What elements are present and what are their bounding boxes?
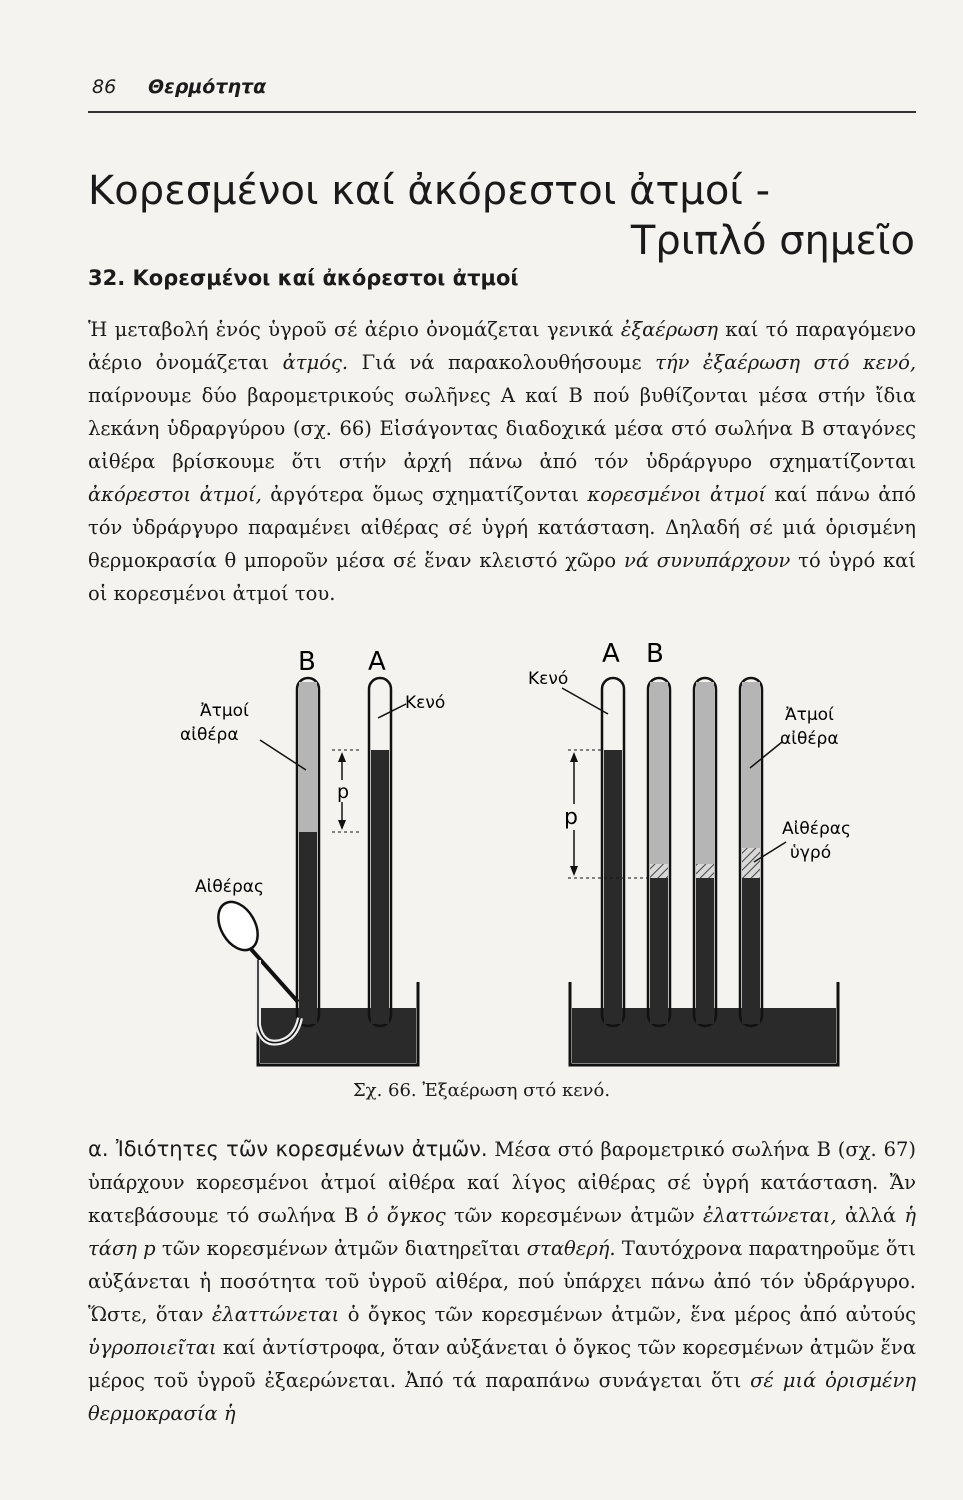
tube-b1-liquid: [650, 864, 668, 878]
p-arrowhead-down-left: [338, 820, 346, 830]
tube-a-mercury-left: [371, 750, 389, 1024]
running-head: Θερμότητα: [148, 76, 267, 98]
tube-b3-mercury: [742, 878, 760, 1024]
p-arrowhead-up-right: [570, 752, 578, 762]
tube-b-vapor-left: [299, 682, 317, 832]
tube-b-mercury-left: [299, 832, 317, 1024]
left-mercury-basin: [260, 1008, 416, 1063]
page-number: 86: [92, 76, 117, 98]
label-b-right: Β: [646, 639, 664, 669]
label-liquid2-right: ὑγρό: [790, 843, 832, 863]
p-arrowhead-down-right: [570, 866, 578, 876]
header-rule: [88, 111, 916, 113]
paragraph-intro: Ἡ μεταβολή ἑνός ὑγροῦ σέ ἀέριο ὀνομάζεται γενικά ἐξαέρωση καί τό παραγόμενο ἀέριο ὀνομάζεται ἀτμός. Γιά νά παρακολουθήσουμε τήν ἐξαέρωση στό κενό, παίρνουμε δύο βαρομετρικούς σωλῆνες Α καί Β πού βυθίζονται μέσα στήν ἴδια λεκάνη ὑδραργύρου (σχ. 66) Εἰσάγοντας διαδοχικά μέσα στό σωλήνα Β σταγόνες αἰθέρα βρίσκουμε ὅτι στήν ἀρχή πάνω ἀπό τόν ὑδράργυρο σχηματίζονται ἀκόρεστοι ἀτμοί, ἀργότερα ὅμως σχηματίζονται κορεσμένοι ἀτμοί καί πάνω ἀπό τόν ὑδράργυρο παραμένει αἰθέρας σέ ὑγρή κατάσταση. Δηλαδή σέ μιά ὁρισμένη θερμοκρασία θ μποροῦν μέσα σέ ἕναν κλειστό χῶρο νά συνυπάρχουν τό ὑγρό καί οἱ κορεσμένοι ἀτμοί του.: [88, 318, 917, 605]
label-ether-left: Αἰθέρας: [195, 877, 264, 897]
figure-66: [150, 630, 890, 1070]
tube-b2-liquid: [696, 864, 714, 878]
label-liquid1-right: Αἰθέρας: [782, 819, 851, 839]
label-b-left: Β: [298, 647, 316, 677]
tube-b1-mercury: [650, 878, 668, 1024]
chapter-title-line2: Τριπλό σημεῖο: [630, 218, 915, 264]
label-vapor2-right: αἰθέρα: [780, 729, 839, 749]
chapter-title-line1: Κορεσμένοι καί ἀκόρεστοι ἀτμοί -: [88, 168, 771, 214]
label-a-right: Α: [602, 639, 620, 669]
tube-b3-liquid: [742, 848, 760, 878]
right-apparatus: [528, 639, 851, 1065]
tube-b2-vapor: [696, 682, 714, 864]
left-apparatus: [180, 647, 445, 1065]
label-p-left-visible: p: [337, 781, 350, 803]
label-vacuum-right: Κενό: [528, 669, 569, 689]
label-vapor1-left: Ἀτμοί: [200, 701, 249, 721]
label-vacuum-left: Κενό: [405, 693, 446, 713]
p-arrowhead-up-left: [338, 752, 346, 762]
figure-caption: Σχ. 66. Ἐξαέρωση στό κενό.: [352, 1080, 611, 1101]
tube-a-mercury-right: [604, 750, 622, 1024]
paragraph-properties: α. Ἰδιότητες τῶν κορεσμένων ἀτμῶν. Μέσα στό βαρομετρικό σωλήνα Β (σχ. 67) ὑπάρχουν κορεσμένοι ἀτμοί αἰθέρα καί λίγος αἰθέρας σέ ὑγρή κατάσταση. Ἄν κατεβάσουμε τό σωλήνα Β ὁ ὄγκος τῶν κορεσμένων ἀτμῶν ἐλαττώνεται, ἀλλά ἡ τάση p τῶν κορεσμένων ἀτμῶν διατηρεῖται σταθερή. Ταυτόχρονα παρατηροῦμε ὅτι αὐξάνεται ἡ ποσότητα τοῦ ὑγροῦ αἰθέρα, πού ὑπάρχει πάνω ἀπό τόν ὑδράργυρο. Ὥστε, ὅταν ἐλαττώνεται ὁ ὄγκος τῶν κορεσμένων ἀτμῶν, ἕνα μέρος ἀπό αὐτούς ὑγροποιεῖται καί ἀντίστροφα, ὅταν αὐξάνεται ὁ ὄγκος τῶν κορεσμένων ἀτμῶν ἕνα μέρος τοῦ ὑγροῦ ἐξαερώνεται. Ἀπό τά παραπάνω συνάγεται ὅτι σέ μιά ὁρισμένη θερμοκρασία ἡ: [88, 1137, 917, 1425]
label-vapor1-right: Ἀτμοί: [785, 705, 834, 725]
subsection-heading: α. Ἰδιότητες τῶν κορεσμένων ἀτμῶν.: [88, 1137, 488, 1161]
label-vapor2-left: αἰθέρα: [180, 725, 239, 745]
tube-b1-vapor: [650, 682, 668, 864]
dropper-bulb: [210, 895, 265, 957]
tube-b2-mercury: [696, 878, 714, 1024]
tube-b3-vapor: [742, 682, 760, 848]
label-p-right: p: [564, 805, 578, 830]
section-heading: 32. Κορεσμένοι καί ἀκόρεστοι ἀτμοί: [88, 266, 519, 290]
label-a-left: Α: [368, 647, 386, 677]
